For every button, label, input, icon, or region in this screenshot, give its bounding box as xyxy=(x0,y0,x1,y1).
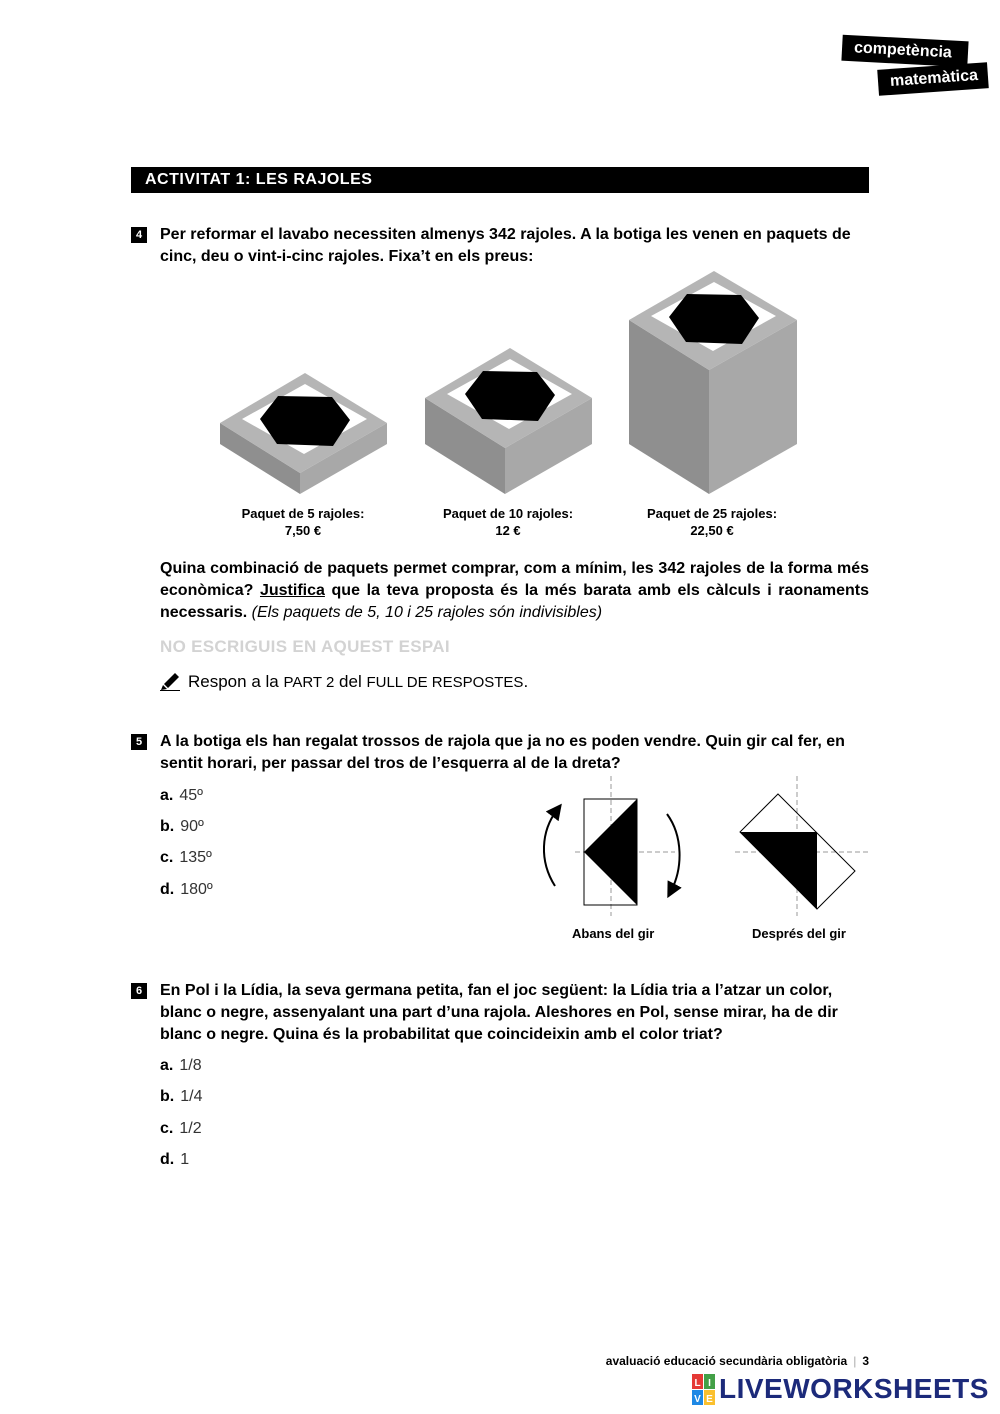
rotation-illustration xyxy=(535,776,875,916)
option-value: 1/4 xyxy=(180,1088,203,1105)
activity-title: ACTIVITAT 1: LES RAJOLES xyxy=(131,167,869,193)
page-number: 3 xyxy=(862,1354,869,1368)
option-letter: b. xyxy=(160,818,175,835)
question-4-text: Per reformar el lavabo necessiten almenys 342 rajoles. A la botiga les venen en paquets de cinc, deu o vint-i-cinc rajoles. Fixa’t en els preus: xyxy=(160,226,851,265)
package-5-price: 7,50 € xyxy=(284,523,322,538)
tile-before-rotation xyxy=(544,776,680,916)
page-footer xyxy=(606,1354,869,1368)
option-value: 1 xyxy=(180,1151,190,1168)
question-6-text: En Pol i la Lídia, la seva germana petita, fan el joc següent: la Lídia tria a l’atzar un color, blanc o negre, assenyalant una part d’una rajola. Aleshores en Pol, sense mirar, ha de dir blanc o negre. Quina és la probabilitat que coincideixin amb el color triat? xyxy=(160,982,838,1043)
package-10-label: Paquet de 10 rajoles: xyxy=(442,506,574,521)
question-4-prompt-part2: que la teva proposta és la més barata amb els càlculs i raonaments necessaris. xyxy=(160,582,869,621)
caption-before-rotation: Abans del gir xyxy=(572,926,655,941)
question-4-prompt xyxy=(160,558,869,624)
respon-sheet: FULL DE RESPOSTES xyxy=(366,674,524,691)
question-5-option-b[interactable] xyxy=(160,816,204,838)
footer-separator: | xyxy=(853,1354,857,1368)
question-6-option-b[interactable] xyxy=(160,1086,202,1108)
question-6-option-c[interactable] xyxy=(160,1118,202,1140)
package-25-caption xyxy=(627,505,797,539)
option-value: 1/8 xyxy=(179,1057,202,1074)
svg-text:I: I xyxy=(708,1378,711,1389)
question-6-option-a[interactable] xyxy=(160,1055,202,1077)
question-5-option-d[interactable] xyxy=(160,879,213,901)
liveworksheets-logo-icon xyxy=(692,1374,716,1406)
option-letter: d. xyxy=(160,1151,175,1168)
option-letter: a. xyxy=(160,787,174,804)
justifica-word: Justifica xyxy=(259,582,325,599)
question-6-option-d[interactable] xyxy=(160,1149,189,1171)
option-letter: c. xyxy=(160,849,174,866)
tile-after-rotation xyxy=(735,776,870,916)
option-value: 180º xyxy=(180,881,213,898)
question-5-number: 5 xyxy=(131,734,147,750)
question-4-prompt-part1: Quina combinació de paquets permet comprar, com a mínim, les 342 rajoles de la forma més econòmica? xyxy=(160,560,869,599)
pencil-icon xyxy=(160,669,182,691)
package-25-label: Paquet de 25 rajoles: xyxy=(646,506,778,521)
question-5-option-c[interactable] xyxy=(160,847,212,869)
package-10-price: 12 € xyxy=(495,523,521,538)
package-5-caption xyxy=(218,505,388,539)
question-5-text: A la botiga els han regalat trossos de rajola que ja no es poden vendre. Quin gir cal fer, en sentit horari, per passar del tros de l’esquerra al de la dreta? xyxy=(160,733,845,772)
option-value: 45º xyxy=(179,787,203,804)
question-6-number: 6 xyxy=(131,983,147,999)
svg-text:L: L xyxy=(694,1378,701,1389)
question-4-note: (Els paquets de 5, 10 i 25 rajoles són indivisibles) xyxy=(251,604,603,621)
matematica-tag: matemàtica xyxy=(877,62,989,96)
respon-mid: del xyxy=(334,672,367,691)
package-5-label: Paquet de 5 rajoles: xyxy=(241,506,365,521)
no-write-notice: NO ESCRIGUIS EN AQUEST ESPAI xyxy=(160,637,450,656)
package-25-box xyxy=(629,271,797,494)
option-letter: a. xyxy=(160,1057,174,1074)
liveworksheets-brand: LIVEWORKSHEETS xyxy=(719,1373,989,1404)
option-value: 1/2 xyxy=(179,1120,202,1137)
package-10-caption xyxy=(423,505,593,539)
svg-text:V: V xyxy=(694,1394,701,1405)
tile-packages-illustration xyxy=(215,268,805,500)
package-5-box xyxy=(220,373,387,494)
question-5-option-a[interactable] xyxy=(160,785,203,807)
option-letter: d. xyxy=(160,881,175,898)
option-value: 135º xyxy=(179,849,212,866)
respon-prefix: Respon a la xyxy=(188,672,284,691)
question-4-number: 4 xyxy=(131,227,147,243)
competencia-tag: competència xyxy=(841,35,968,68)
footer-text: avaluació educació secundària obligatòria xyxy=(605,1354,848,1368)
option-letter: b. xyxy=(160,1088,175,1105)
answer-instruction xyxy=(160,669,528,695)
respon-part: PART 2 xyxy=(283,674,335,691)
caption-after-rotation: Després del gir xyxy=(752,926,846,941)
package-10-box xyxy=(425,348,592,494)
package-25-price: 22,50 € xyxy=(690,523,734,538)
option-value: 90º xyxy=(180,818,204,835)
respon-suffix: . xyxy=(523,672,529,691)
option-letter: c. xyxy=(160,1120,174,1137)
svg-text:E: E xyxy=(706,1394,713,1405)
